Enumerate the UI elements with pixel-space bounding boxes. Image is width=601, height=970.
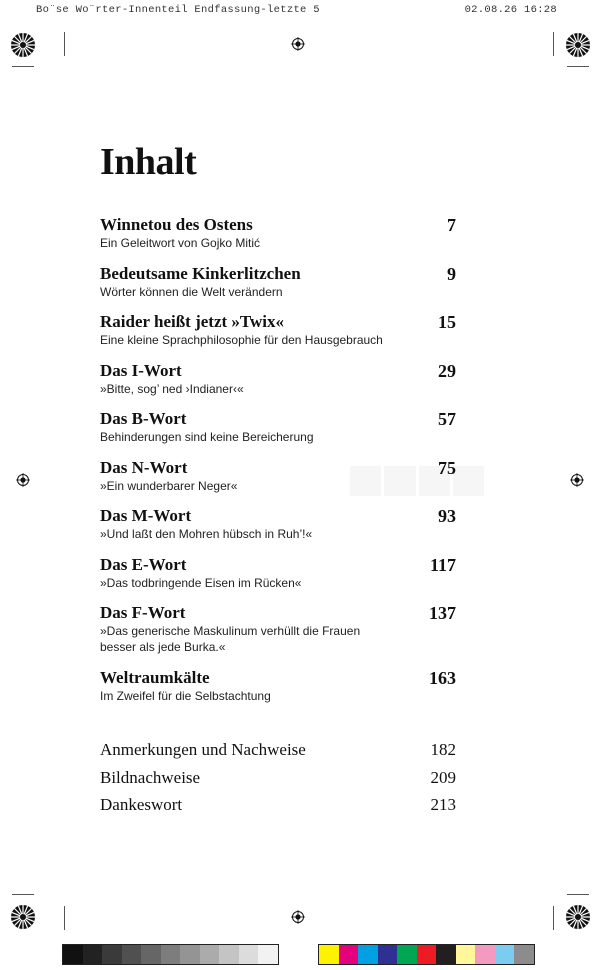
- color-swatch: [417, 945, 437, 964]
- crop-mark: [553, 906, 554, 930]
- appendix-entry-page: 182: [430, 740, 456, 759]
- toc-entry-subtitle: »Das generische Maskulinum verhüllt die Frauen besser als jede Burka.«: [100, 624, 361, 654]
- toc-entry-page: 163: [429, 668, 456, 688]
- grayscale-calibration-bar: [62, 944, 279, 965]
- gray-swatch: [219, 945, 239, 964]
- registration-mark-icon: [565, 904, 591, 930]
- toc-entry-subtitle: »Ein wunderbarer Neger«: [100, 479, 238, 493]
- gray-swatch: [141, 945, 161, 964]
- color-swatch: [378, 945, 398, 964]
- registration-mark-icon: [565, 32, 591, 58]
- registration-mark-icon: [10, 904, 36, 930]
- gray-swatch: [200, 945, 220, 964]
- toc-entry-title: Bedeutsame Kinkerlitzchen: [100, 264, 301, 283]
- color-swatch: [514, 945, 534, 964]
- toc-entry-page: 57: [438, 409, 456, 429]
- crop-mark: [12, 66, 34, 67]
- toc-entry: [100, 361, 456, 409]
- gray-swatch: [102, 945, 122, 964]
- toc-entry-title: Das M-Wort: [100, 506, 192, 525]
- color-swatch: [319, 945, 339, 964]
- appendix-entry: [100, 767, 456, 795]
- toc-entry-page: 117: [429, 555, 456, 575]
- toc-entry: [100, 215, 456, 264]
- appendix-entry-title: Anmerkungen und Nachweise: [100, 740, 306, 759]
- crop-mark: [64, 32, 65, 56]
- color-swatch: [436, 945, 456, 964]
- toc-entry-subtitle: Im Zweifel für die Selbstachtung: [100, 689, 271, 703]
- toc-entry-title: Weltraumkälte: [100, 668, 210, 687]
- toc-entry-subtitle: »Bitte, sog’ ned ›Indianer‹«: [100, 382, 244, 396]
- toc-entry: [100, 668, 456, 708]
- toc-entry: [100, 506, 456, 555]
- page-title: Inhalt: [100, 141, 197, 183]
- toc-entry-title: Das N-Wort: [100, 458, 188, 477]
- toc-entry-subtitle: Ein Geleitwort von Gojko Mitić: [100, 236, 261, 250]
- toc-entry-page: 7: [447, 215, 456, 235]
- registration-mark-icon: [10, 32, 36, 58]
- color-swatch: [397, 945, 417, 964]
- appendix-entry: [100, 794, 456, 822]
- appendix-entry-page: 209: [430, 767, 456, 787]
- crosshair-target-icon: [291, 37, 305, 51]
- gray-swatch: [239, 945, 259, 964]
- crop-mark: [567, 66, 589, 67]
- toc-entry-page: 9: [447, 264, 456, 284]
- toc-entry-page: 93: [438, 506, 456, 526]
- appendix-entry: [100, 739, 456, 767]
- gray-swatch: [83, 945, 103, 964]
- crosshair-target-icon: [291, 910, 305, 924]
- color-swatch: [358, 945, 378, 964]
- print-slug-filename: Bo¨se Wo¨rter-Innenteil Endfassung-letzte 5: [36, 4, 320, 16]
- color-calibration-bar: [318, 944, 535, 965]
- crosshair-target-icon: [570, 473, 584, 487]
- toc-entry-page: 75: [438, 458, 456, 478]
- crosshair-target-icon: [16, 473, 30, 487]
- gray-swatch: [122, 945, 142, 964]
- gray-swatch: [161, 945, 181, 964]
- appendix-entry-title: Bildnachweise: [100, 767, 201, 787]
- print-slug-datetime: 02.08.26 16:28: [464, 4, 557, 16]
- crop-mark: [64, 906, 65, 930]
- crop-mark: [12, 894, 34, 895]
- toc-entry-title: Das F-Wort: [100, 603, 186, 622]
- toc-entry-subtitle: Eine kleine Sprachphilosophie für den Hausgebrauch: [100, 333, 383, 347]
- toc-entry-subtitle: Behinderungen sind keine Bereicherung: [100, 430, 314, 444]
- crop-mark: [553, 32, 554, 56]
- print-slug-header: [8, 4, 593, 18]
- color-swatch: [495, 945, 515, 964]
- gray-swatch: [258, 945, 278, 964]
- color-swatch: [456, 945, 476, 964]
- toc-entry-title: Raider heißt jetzt »Twix«: [100, 312, 284, 331]
- appendix-list: [100, 739, 456, 822]
- toc-entry-title: Das E-Wort: [100, 555, 187, 574]
- appendix-entry-page: 213: [430, 795, 456, 814]
- toc-entry: [100, 555, 456, 603]
- gray-swatch: [63, 945, 83, 964]
- toc-entry-page: 29: [438, 361, 456, 381]
- toc-entry-title: Das I-Wort: [100, 361, 182, 380]
- toc-entry-page: 137: [429, 603, 456, 623]
- toc-entry: [100, 312, 456, 361]
- toc-entry: [100, 409, 456, 458]
- appendix-entry-title: Dankeswort: [100, 795, 183, 814]
- toc-entry: [100, 458, 456, 506]
- toc-entry-title: Winnetou des Ostens: [100, 215, 253, 234]
- color-swatch: [475, 945, 495, 964]
- gray-swatch: [180, 945, 200, 964]
- toc-entry-subtitle: »Das todbringende Eisen im Rücken«: [100, 576, 302, 590]
- toc-entry: [100, 603, 456, 668]
- crop-mark: [567, 894, 589, 895]
- toc-entry-page: 15: [438, 312, 456, 332]
- color-swatch: [339, 945, 359, 964]
- toc-entry-title: Das B-Wort: [100, 409, 187, 428]
- table-of-contents: [100, 215, 456, 708]
- toc-entry-subtitle: »Und laßt den Mohren hübsch in Ruh’!«: [100, 527, 313, 541]
- toc-entry: [100, 264, 456, 312]
- toc-entry-subtitle: Wörter können die Welt verändern: [100, 285, 283, 299]
